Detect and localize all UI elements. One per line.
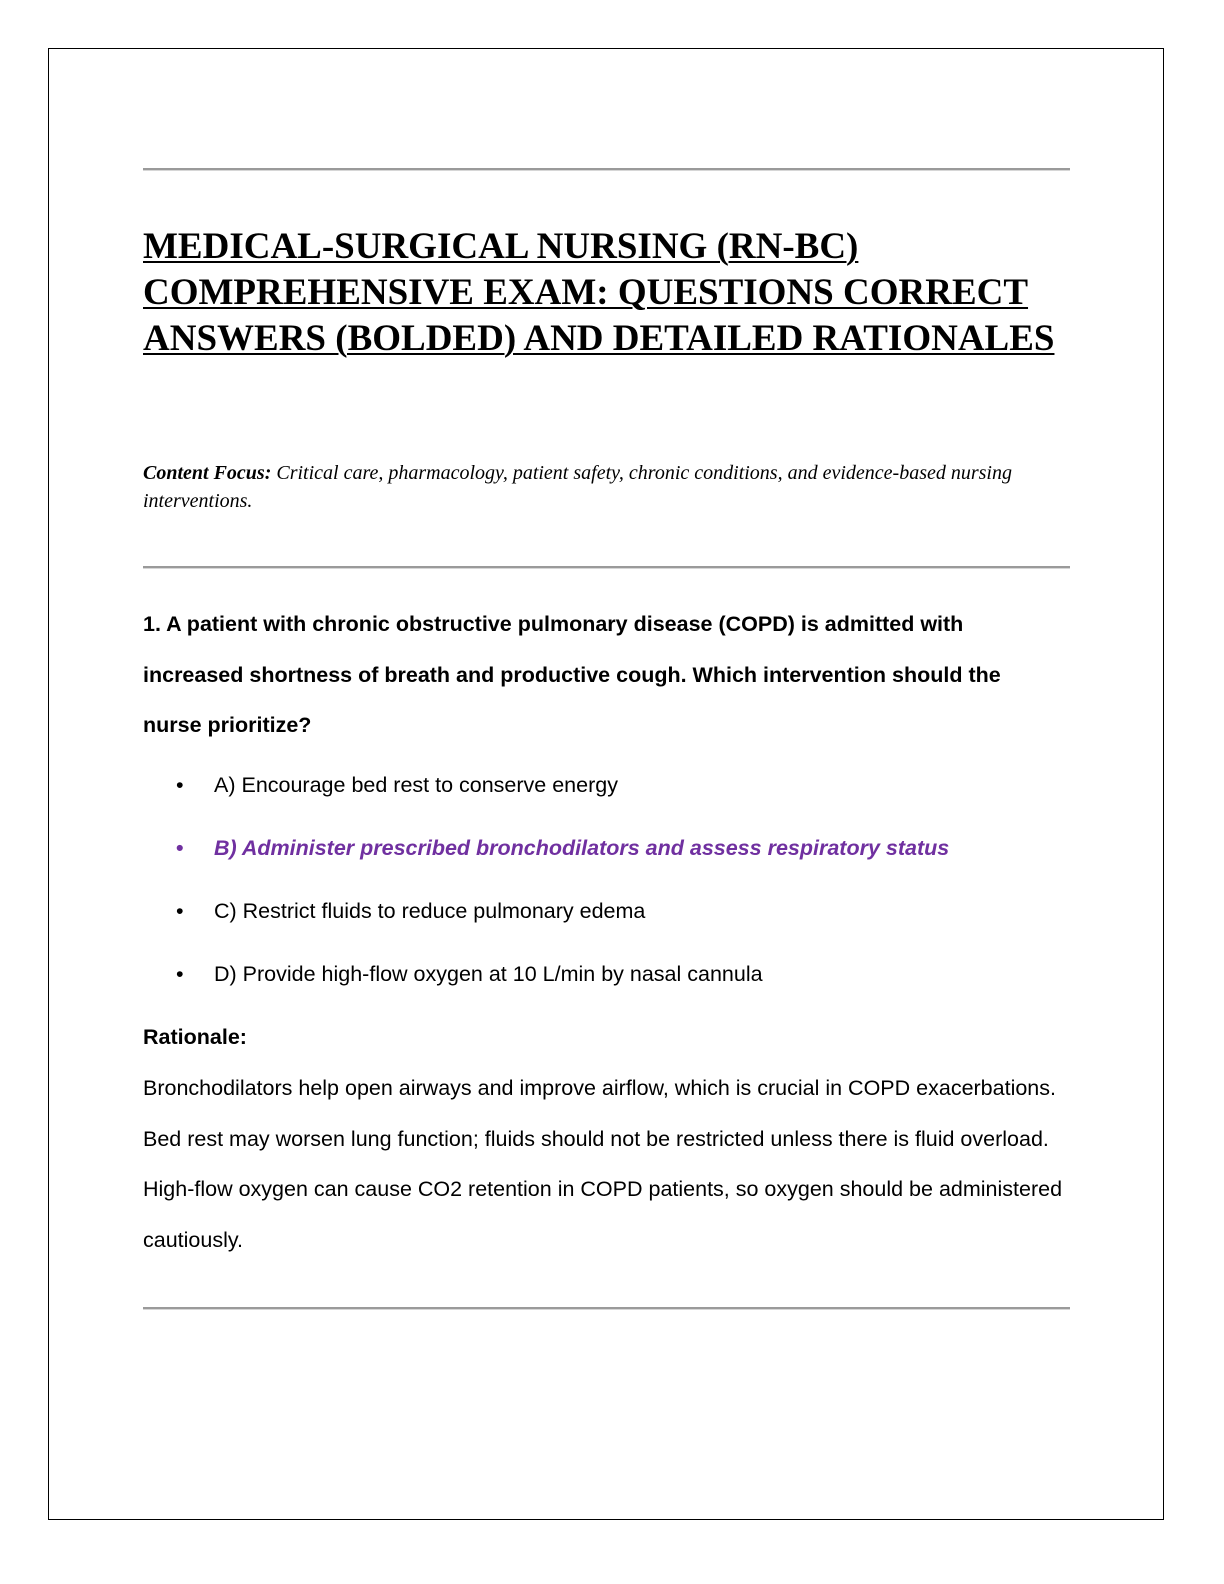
bullet-icon: • [176,899,184,923]
rationale-text: Bronchodilators help open airways and improve airflow, which is crucial in COPD exacerbations. Bed rest may worsen lung function; fluids should not be restricted unless there is fluid overload. High-flow oxygen can cause CO2 retention in COPD patients, so oxygen should be administered cautiously. [143,1076,1063,1252]
bullet-icon: • [176,773,184,797]
question-text: 1. A patient with chronic obstructive pulmonary disease (COPD) is admitted with increased shortness of breath and productive cough. Which intervention should the nurse prioritize? [143,612,1001,737]
rationale-label: Rationale: [143,1025,247,1049]
content-focus-text: Critical care, pharmacology, patient safety, chronic conditions, and evidence-based nursing interventions. [143,462,1012,512]
answer-option-text: B) Administer prescribed bronchodilators and assess respiratory status [214,836,950,860]
document-title: MEDICAL-SURGICAL NURSING (RN-BC) COMPREHENSIVE EXAM: QUESTIONS CORRECT ANSWERS (BOLDED) AND DETAILED RATIONALES [143,226,1055,359]
answer-option-a [143,761,1083,824]
answer-option-d [143,950,1083,1013]
bullet-icon: • [176,836,184,860]
bullet-icon: • [176,962,184,986]
content-focus-label: Content Focus: [143,462,272,484]
answer-option-text: A) Encourage bed rest to conserve energy [214,773,618,797]
content-focus [143,459,1063,515]
horizontal-rule [143,168,1070,171]
answer-option-text: D) Provide high-flow oxygen at 10 L/min by nasal cannula [214,962,763,986]
answer-option-b-correct [143,824,1083,887]
answer-option-text: C) Restrict fluids to reduce pulmonary edema [214,899,646,923]
horizontal-rule [143,1307,1070,1310]
answer-options [143,761,1083,1013]
horizontal-rule [143,566,1070,569]
answer-option-c [143,887,1083,950]
